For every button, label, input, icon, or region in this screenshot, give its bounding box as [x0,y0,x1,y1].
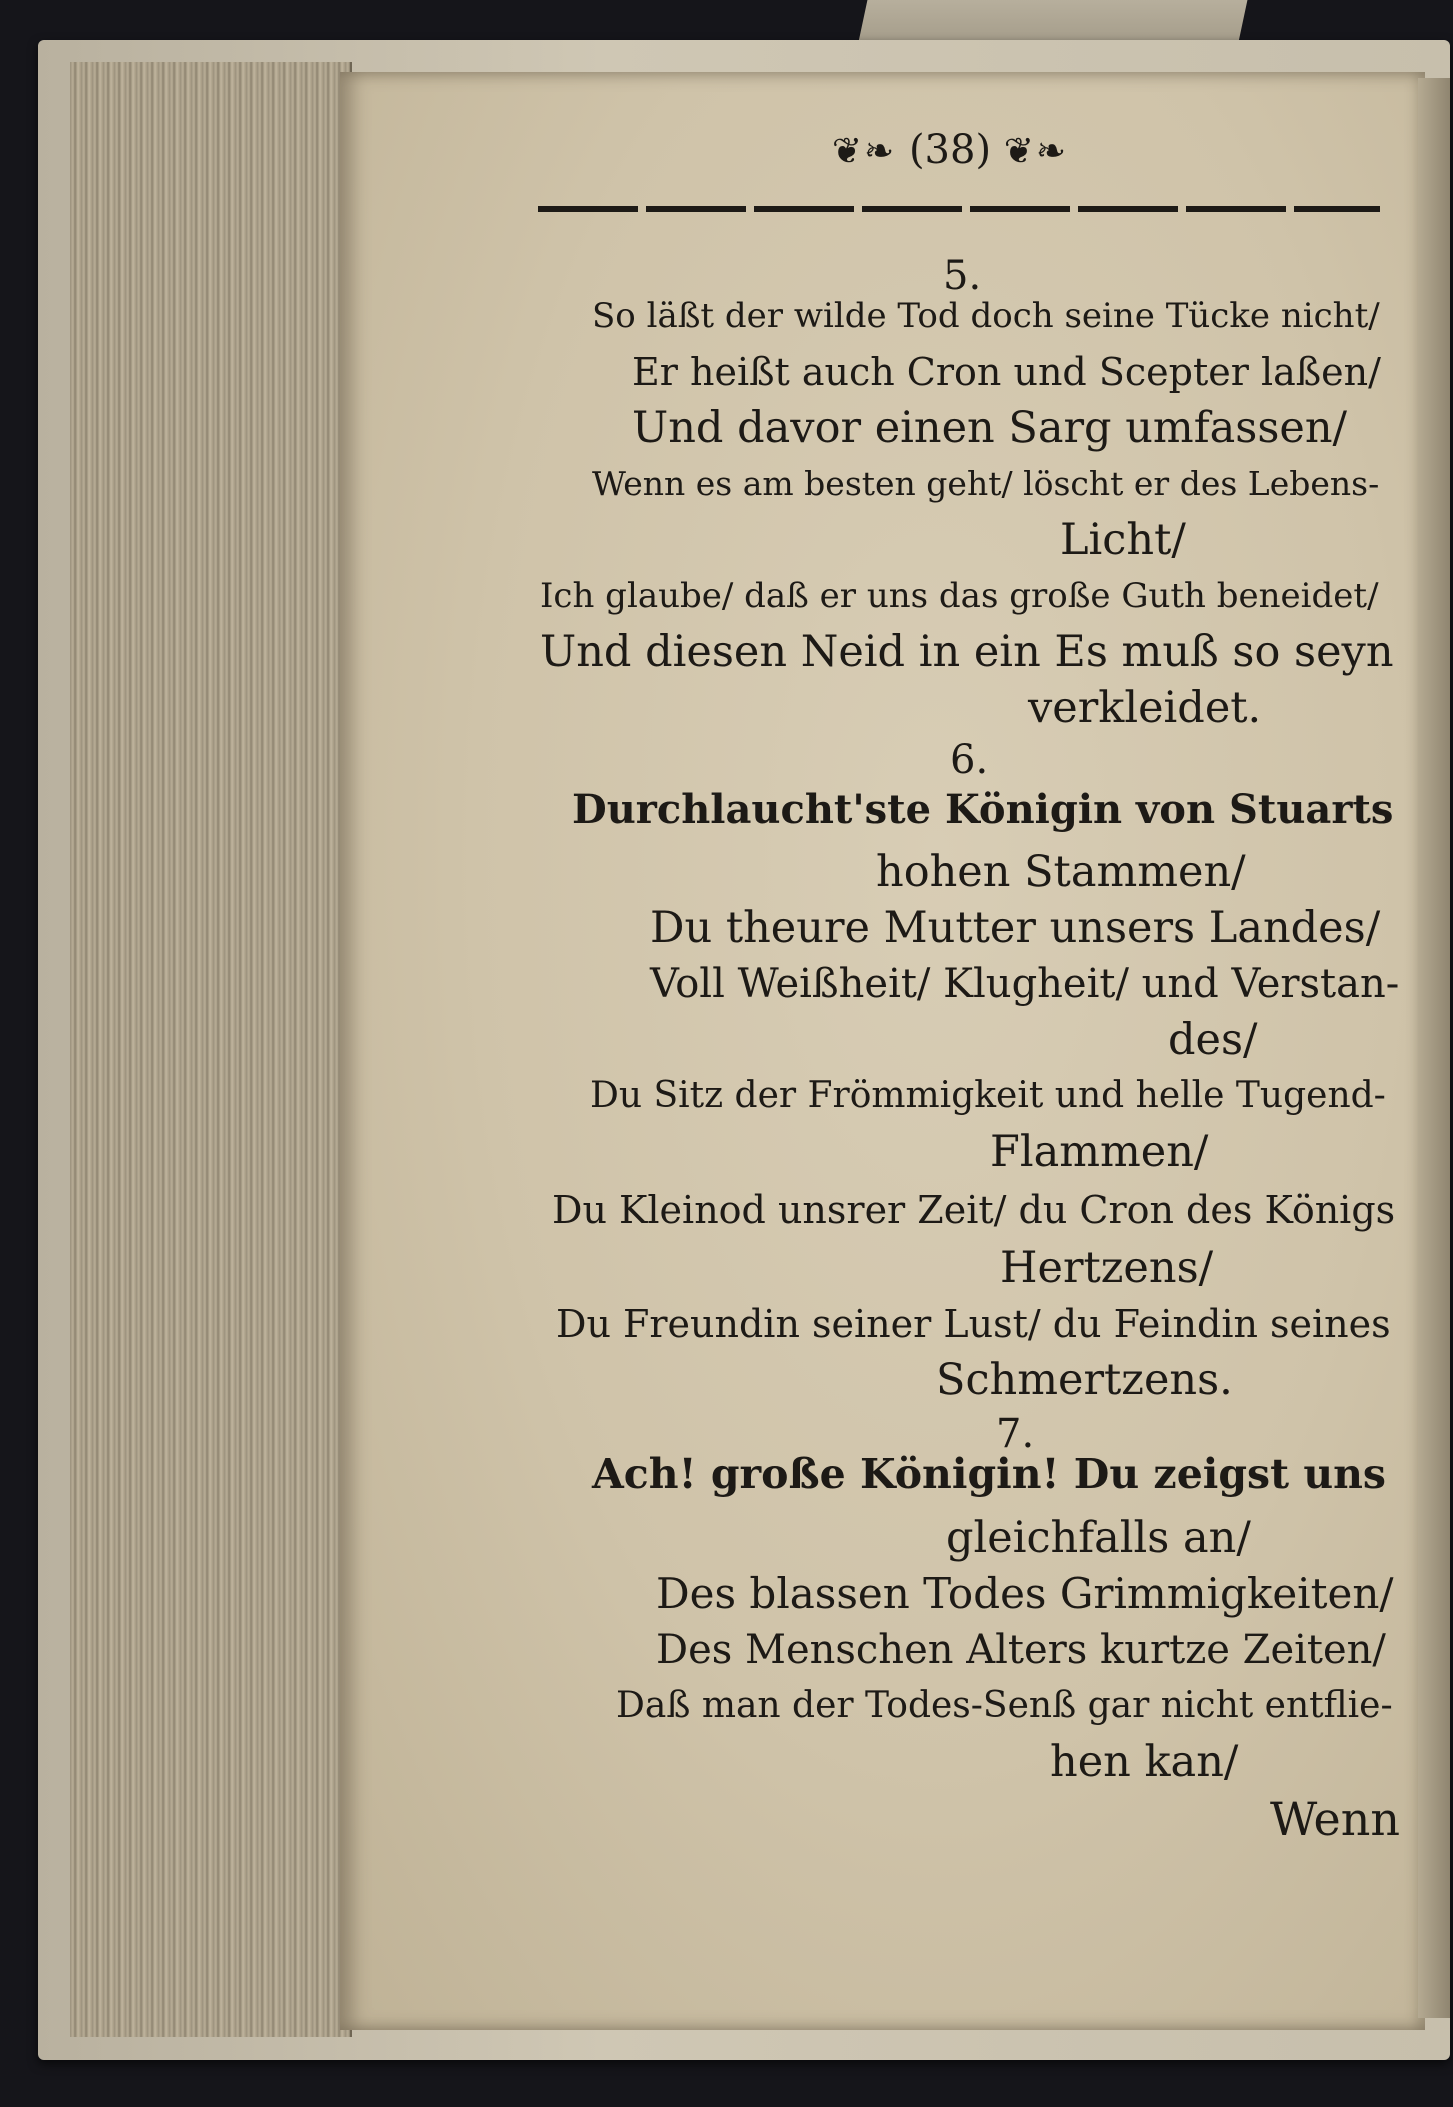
stanza-number: 5. [943,253,982,299]
verse-line: Des Menschen Alters kurtze Zeiten/ [656,1627,1386,1673]
verse-line: Daß man der Todes-Senß gar nicht entflie- [616,1685,1393,1726]
verse-line: Hertzens/ [1000,1243,1214,1293]
verse-line: Ich glaube/ daß er uns das große Guth beneidet/ [540,576,1379,616]
verse-line: Voll Weißheit/ Klugheit/ und Verstan- [650,961,1400,1007]
ornament-left: ❦❧ [831,131,897,172]
verse-line: Und diesen Neid in ein Es muß so seyn [540,627,1394,677]
stanza-number: 7. [996,1411,1035,1457]
verse-line: Wenn es am besten geht/ löscht er des Lebens- [592,464,1380,503]
verse-line: Flammen/ [990,1127,1209,1177]
verse-line: So läßt der wilde Tod doch seine Tücke nicht/ [592,296,1380,336]
stanza-number: 6. [950,737,989,783]
ornament-right: ❦❧ [1003,131,1069,172]
verse-line: Schmertzens. [936,1355,1233,1405]
verse-line: Du Freundin seiner Lust/ du Feindin seines [556,1302,1391,1346]
verse-line: hen kan/ [1050,1737,1239,1787]
verse-line: Du theure Mutter unsers Landes/ [650,903,1381,953]
verse-line: Du Kleinod unsrer Zeit/ du Cron des Königs [552,1188,1396,1232]
verse-line: des/ [1168,1015,1258,1065]
verse-line: hohen Stammen/ [876,847,1246,897]
page-header [520,120,1380,200]
page-number: (38) [908,127,992,173]
verse-line: Und davor einen Sarg umfassen/ [632,403,1348,453]
verse-line: Du Sitz der Frömmigkeit und helle Tugend- [590,1075,1386,1116]
verse-line: gleichfalls an/ [946,1513,1251,1563]
verse-line: verkleidet. [1028,683,1262,733]
verse-line: Licht/ [1060,515,1186,565]
header-rule [538,206,1380,212]
page-fore-edge [1418,78,1450,2018]
verse-line: Des blassen Todes Grimmigkeiten/ [656,1569,1394,1618]
text-block [520,120,1401,1846]
verse-line: Er heißt auch Cron und Scepter laßen/ [632,350,1381,394]
page-stack-edge [70,62,352,2037]
verse-line: Durchlaucht'ste Königin von Stuarts [572,786,1394,833]
catchword: Wenn [1270,1792,1401,1846]
verse-line: Ach! große Königin! Du zeigst uns [592,1450,1387,1498]
